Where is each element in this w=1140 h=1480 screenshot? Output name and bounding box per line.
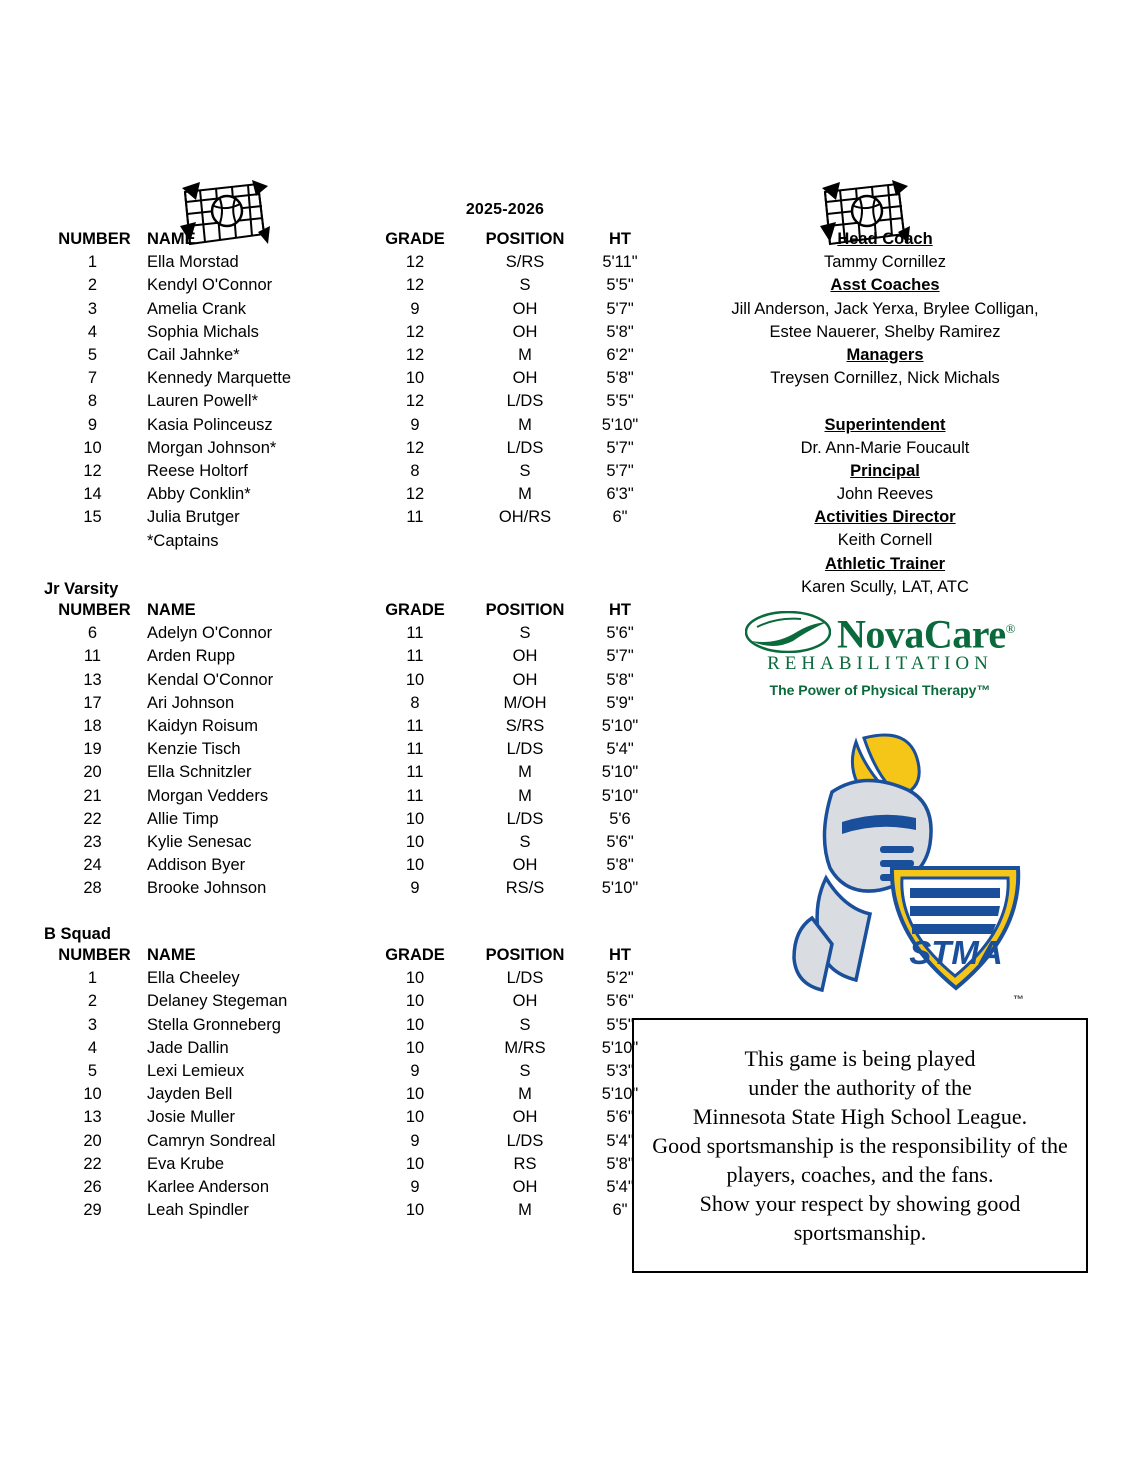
cell-name: Delaney Stegeman bbox=[147, 992, 288, 1011]
cell-name: Josie Muller bbox=[147, 1108, 236, 1127]
varsity-table bbox=[40, 228, 660, 553]
cell-number: 24 bbox=[83, 856, 102, 875]
jv-table bbox=[40, 599, 660, 901]
cell-number: 29 bbox=[83, 1201, 102, 1220]
cell-name: Kasia Polinceusz bbox=[147, 415, 273, 434]
bsquad-table bbox=[40, 944, 660, 1222]
cell-position: S bbox=[519, 462, 531, 481]
cell-grade: 9 bbox=[410, 1178, 420, 1197]
cell-position: M/OH bbox=[503, 693, 547, 712]
cell-number: 7 bbox=[87, 369, 98, 388]
registered-mark: ® bbox=[1005, 621, 1015, 636]
cell-name: Jayden Bell bbox=[147, 1085, 233, 1104]
cell-position: L/DS bbox=[506, 969, 544, 988]
page-header bbox=[0, 88, 1140, 218]
cell-position: M bbox=[518, 786, 532, 805]
table-row bbox=[40, 437, 660, 460]
spacer-cell bbox=[580, 530, 660, 553]
column-header-name: NAME bbox=[147, 230, 196, 248]
staff-people: Keith Cornell bbox=[837, 531, 933, 550]
table-row bbox=[40, 390, 660, 413]
novacare-logo bbox=[700, 608, 1060, 698]
swoosh-icon bbox=[745, 611, 831, 653]
cell-number: 14 bbox=[83, 485, 102, 504]
novacare-subtitle: REHABILITATION bbox=[767, 653, 993, 675]
cell-grade: 10 bbox=[405, 1154, 425, 1173]
table-row bbox=[40, 1106, 660, 1129]
cell-position: M bbox=[518, 485, 532, 504]
spacer-cell bbox=[40, 530, 145, 553]
cell-ht: 5'4" bbox=[606, 1178, 634, 1197]
cell-number: 28 bbox=[83, 879, 102, 898]
cell-ht: 5'2" bbox=[606, 969, 634, 988]
cell-grade: 10 bbox=[405, 1108, 425, 1127]
sportsmanship-line-3: Minnesota State High School League. bbox=[692, 1104, 1028, 1129]
cell-name: Lauren Powell* bbox=[147, 392, 258, 411]
cell-number: 22 bbox=[83, 1154, 102, 1173]
cell-ht: 5'3" bbox=[606, 1062, 634, 1081]
svg-text:STMA: STMA bbox=[909, 934, 1003, 971]
cell-position: OH bbox=[512, 647, 538, 666]
cell-position: S bbox=[519, 833, 531, 852]
cell-number: 1 bbox=[87, 253, 98, 272]
cell-number: 2 bbox=[87, 276, 98, 295]
cell-ht: 5'10" bbox=[601, 1085, 639, 1104]
cell-grade: 10 bbox=[405, 992, 425, 1011]
novacare-name: NovaCare bbox=[837, 611, 1006, 657]
staff-role-label: Asst Coaches bbox=[830, 276, 940, 295]
table-row bbox=[40, 274, 660, 297]
cell-name: Kylie Senesac bbox=[147, 833, 252, 852]
cell-ht: 5'5" bbox=[606, 276, 634, 295]
cell-ht: 5'10" bbox=[601, 415, 639, 434]
cell-name: Sophia Michals bbox=[147, 322, 259, 341]
cell-grade: 9 bbox=[410, 1062, 420, 1081]
cell-position: S/RS bbox=[505, 717, 545, 736]
cell-number: 22 bbox=[83, 809, 102, 828]
cell-number: 15 bbox=[83, 508, 102, 527]
season-title: 2025-2026 bbox=[465, 201, 545, 218]
cell-position: OH/RS bbox=[498, 508, 552, 527]
staff-people: Karen Scully, LAT, ATC bbox=[801, 577, 969, 596]
table-row bbox=[40, 506, 660, 529]
staff-people: John Reeves bbox=[836, 485, 934, 504]
cell-grade: 8 bbox=[410, 693, 420, 712]
cell-grade: 11 bbox=[406, 508, 424, 527]
table-row bbox=[40, 854, 660, 877]
table-row bbox=[40, 785, 660, 808]
cell-grade: 12 bbox=[405, 485, 425, 504]
bsquad-roster bbox=[40, 925, 660, 1222]
cell-name: Amelia Crank bbox=[147, 299, 247, 318]
cell-position: OH bbox=[512, 299, 538, 318]
cell-ht: 5'6" bbox=[606, 833, 634, 852]
cell-ht: 6" bbox=[612, 1201, 628, 1220]
sportsmanship-line-4: Good sportsmanship is the responsibility of the bbox=[652, 1133, 1068, 1158]
table-row bbox=[40, 990, 660, 1013]
column-header-grade: GRADE bbox=[385, 601, 445, 619]
table-row bbox=[40, 967, 660, 990]
cell-number: 20 bbox=[83, 763, 102, 782]
sportsmanship-notice bbox=[632, 1018, 1088, 1273]
cell-position: OH bbox=[512, 369, 538, 388]
cell-grade: 10 bbox=[405, 369, 425, 388]
cell-number: 3 bbox=[87, 1015, 98, 1034]
cell-position: S bbox=[519, 1015, 531, 1034]
cell-name: Lexi Lemieux bbox=[147, 1062, 245, 1081]
table-row bbox=[40, 1060, 660, 1083]
cell-position: L/DS bbox=[506, 392, 544, 411]
varsity-roster bbox=[40, 228, 660, 553]
table-row bbox=[40, 1130, 660, 1153]
column-header-number: NUMBER bbox=[58, 230, 131, 248]
table-row bbox=[40, 645, 660, 668]
cell-name: Kendal O'Connor bbox=[147, 670, 274, 689]
cell-ht: 5'8" bbox=[606, 322, 634, 341]
cell-position: L/DS bbox=[506, 438, 544, 457]
cell-name: Arden Rupp bbox=[147, 647, 236, 666]
cell-ht: 6" bbox=[612, 508, 628, 527]
table-row bbox=[40, 298, 660, 321]
cell-number: 10 bbox=[83, 1085, 102, 1104]
cell-position: RS/S bbox=[505, 879, 545, 898]
column-header-number: NUMBER bbox=[58, 601, 131, 619]
column-header-grade: GRADE bbox=[385, 946, 445, 964]
cell-name: Adelyn O'Connor bbox=[147, 624, 273, 643]
cell-ht: 5'5" bbox=[606, 1015, 634, 1034]
cell-grade: 9 bbox=[410, 879, 420, 898]
cell-grade: 10 bbox=[405, 833, 425, 852]
novacare-tagline: The Power of Physical Therapy™ bbox=[769, 682, 991, 699]
cell-position: M bbox=[518, 1201, 532, 1220]
cell-position: M bbox=[518, 763, 532, 782]
cell-number: 5 bbox=[87, 1062, 98, 1081]
sportsmanship-line-1: This game is being played bbox=[744, 1046, 976, 1071]
cell-position: S bbox=[519, 1062, 531, 1081]
cell-name: Ella Schnitzler bbox=[147, 763, 252, 782]
cell-grade: 11 bbox=[406, 717, 424, 736]
table-row bbox=[40, 483, 660, 506]
staff-people: Estee Nauerer, Shelby Ramirez bbox=[769, 322, 1001, 341]
cell-grade: 11 bbox=[406, 740, 424, 759]
cell-name: Morgan Johnson* bbox=[147, 438, 277, 457]
trademark-mark: ™ bbox=[1013, 994, 1024, 1006]
cell-name: Leah Spindler bbox=[147, 1201, 249, 1220]
cell-ht: 5'7" bbox=[606, 647, 634, 666]
cell-name: Julia Brutger bbox=[147, 508, 240, 527]
cell-grade: 9 bbox=[410, 415, 420, 434]
cell-ht: 5'4" bbox=[606, 1131, 634, 1150]
cell-ht: 5'8" bbox=[606, 670, 634, 689]
cell-name: Karlee Anderson bbox=[147, 1178, 270, 1197]
cell-position: OH bbox=[512, 1178, 538, 1197]
cell-number: 12 bbox=[83, 462, 102, 481]
table-row bbox=[40, 251, 660, 274]
cell-ht: 5'8" bbox=[606, 856, 634, 875]
cell-name: Allie Timp bbox=[147, 809, 219, 828]
cell-name: Abby Conklin* bbox=[147, 485, 251, 504]
cell-number: 4 bbox=[87, 322, 98, 341]
cell-number: 1 bbox=[87, 969, 98, 988]
cell-grade: 12 bbox=[405, 276, 425, 295]
table-header-row bbox=[40, 228, 660, 251]
cell-ht: 5'10" bbox=[601, 717, 639, 736]
cell-position: OH bbox=[512, 992, 538, 1011]
staff-role-label: Managers bbox=[846, 345, 924, 364]
table-row bbox=[40, 715, 660, 738]
cell-position: L/DS bbox=[506, 809, 544, 828]
cell-number: 17 bbox=[83, 693, 102, 712]
column-header-number: NUMBER bbox=[58, 946, 131, 964]
table-row bbox=[40, 367, 660, 390]
cell-number: 4 bbox=[87, 1038, 98, 1057]
cell-name: Eva Krube bbox=[147, 1154, 225, 1173]
cell-grade: 10 bbox=[405, 969, 425, 988]
cell-name: Kenzie Tisch bbox=[147, 740, 241, 759]
sportsmanship-line-5: players, coaches, and the fans. bbox=[726, 1162, 994, 1187]
column-header-position: POSITION bbox=[485, 946, 565, 964]
cell-number: 11 bbox=[83, 647, 102, 666]
spacer-cell bbox=[470, 530, 580, 553]
staff-role-label: Athletic Trainer bbox=[824, 554, 946, 573]
cell-position: OH bbox=[512, 856, 538, 875]
cell-ht: 5'10" bbox=[601, 1038, 639, 1057]
cell-grade: 9 bbox=[410, 1131, 420, 1150]
cell-grade: 10 bbox=[405, 856, 425, 875]
staff-people: Tammy Cornillez bbox=[824, 253, 946, 272]
cell-ht: 5'7" bbox=[606, 438, 634, 457]
cell-number: 6 bbox=[87, 624, 98, 643]
spacer-cell bbox=[360, 530, 470, 553]
staff-people: Treysen Cornillez, Nick Michals bbox=[770, 369, 1000, 388]
table-row bbox=[40, 1014, 660, 1037]
cell-grade: 12 bbox=[405, 438, 425, 457]
cell-number: 13 bbox=[83, 1108, 102, 1127]
table-row bbox=[40, 692, 660, 715]
cell-ht: 5'6 bbox=[609, 809, 631, 828]
cell-ht: 5'7" bbox=[606, 462, 634, 481]
table-row bbox=[40, 831, 660, 854]
cell-name: Ella Morstad bbox=[147, 253, 239, 272]
sportsmanship-line-2: under the authority of the bbox=[748, 1075, 972, 1100]
cell-name: Kennedy Marquette bbox=[147, 369, 292, 388]
cell-grade: 11 bbox=[406, 624, 424, 643]
column-header-name: NAME bbox=[147, 946, 196, 964]
cell-ht: 5'4" bbox=[606, 740, 634, 759]
column-header-name: NAME bbox=[147, 601, 196, 619]
cell-name: Jade Dallin bbox=[147, 1038, 229, 1057]
cell-name: Kendyl O'Connor bbox=[147, 276, 273, 295]
cell-ht: 5'10" bbox=[601, 786, 639, 805]
cell-number: 2 bbox=[87, 992, 98, 1011]
cell-number: 9 bbox=[87, 415, 98, 434]
cell-grade: 11 bbox=[406, 763, 424, 782]
cell-number: 20 bbox=[83, 1131, 102, 1150]
cell-grade: 10 bbox=[405, 1201, 425, 1220]
cell-name: Kaidyn Roisum bbox=[147, 717, 258, 736]
cell-grade: 11 bbox=[406, 647, 424, 666]
cell-position: OH bbox=[512, 670, 538, 689]
cell-position: M bbox=[518, 415, 532, 434]
cell-position: S bbox=[519, 276, 531, 295]
cell-number: 23 bbox=[83, 833, 102, 852]
column-header-position: POSITION bbox=[485, 601, 565, 619]
cell-grade: 10 bbox=[405, 1015, 425, 1034]
cell-position: RS bbox=[513, 1154, 537, 1173]
cell-name: Camryn Sondreal bbox=[147, 1131, 276, 1150]
column-header-ht: HT bbox=[609, 601, 631, 619]
cell-ht: 6'3" bbox=[606, 485, 634, 504]
staff-people: Dr. Ann-Marie Foucault bbox=[800, 438, 970, 457]
cell-grade: 9 bbox=[410, 299, 420, 318]
cell-position: L/DS bbox=[506, 1131, 544, 1150]
cell-ht: 5'10" bbox=[601, 879, 639, 898]
cell-name: Ari Johnson bbox=[147, 693, 235, 712]
table-row bbox=[40, 761, 660, 784]
table-header-row bbox=[40, 599, 660, 622]
cell-name: Stella Gronneberg bbox=[147, 1015, 281, 1034]
table-row bbox=[40, 1037, 660, 1060]
cell-ht: 5'7" bbox=[606, 299, 634, 318]
bsquad-label: B Squad bbox=[44, 925, 111, 943]
cell-position: L/DS bbox=[506, 740, 544, 759]
cell-grade: 10 bbox=[405, 1085, 425, 1104]
cell-number: 18 bbox=[83, 717, 102, 736]
cell-name: Cail Jahnke* bbox=[147, 346, 240, 365]
cell-position: S/RS bbox=[505, 253, 545, 272]
jv-roster bbox=[40, 580, 660, 901]
cell-grade: 10 bbox=[405, 670, 425, 689]
table-row bbox=[40, 1199, 660, 1222]
table-header-row bbox=[40, 944, 660, 967]
cell-grade: 11 bbox=[406, 786, 424, 805]
cell-grade: 12 bbox=[405, 322, 425, 341]
cell-name: Reese Holtorf bbox=[147, 462, 248, 481]
sportsmanship-line-6: Show your respect by showing good bbox=[699, 1191, 1021, 1216]
column-header-position: POSITION bbox=[485, 230, 565, 248]
sportsmanship-line-7: sportsmanship. bbox=[793, 1220, 927, 1245]
staff-role-label: Activities Director bbox=[814, 508, 956, 527]
jv-squad-label: Jr Varsity bbox=[44, 580, 119, 598]
staff-role-label: Head Coach bbox=[837, 230, 933, 248]
cell-number: 19 bbox=[83, 740, 102, 759]
staff-role-label: Superintendent bbox=[824, 415, 946, 434]
table-row bbox=[40, 669, 660, 692]
cell-position: OH bbox=[512, 1108, 538, 1127]
cell-ht: 6'2" bbox=[606, 346, 634, 365]
cell-grade: 10 bbox=[405, 1038, 425, 1057]
stma-knight-logo bbox=[760, 718, 1040, 1008]
cell-position: S bbox=[519, 624, 531, 643]
cell-position: M bbox=[518, 346, 532, 365]
cell-grade: 12 bbox=[405, 392, 425, 411]
cell-ht: 5'9" bbox=[606, 693, 634, 712]
staff-spacer bbox=[660, 390, 1110, 413]
cell-number: 5 bbox=[87, 346, 98, 365]
cell-ht: 5'6" bbox=[606, 1108, 634, 1127]
table-row bbox=[40, 414, 660, 437]
cell-name: Addison Byer bbox=[147, 856, 246, 875]
table-row bbox=[40, 344, 660, 367]
cell-number: 13 bbox=[83, 670, 102, 689]
cell-number: 21 bbox=[83, 786, 102, 805]
table-row bbox=[40, 460, 660, 483]
table-row bbox=[40, 1176, 660, 1199]
cell-ht: 5'8" bbox=[606, 369, 634, 388]
table-row bbox=[40, 877, 660, 900]
novacare-wordmark bbox=[837, 608, 1015, 655]
table-row bbox=[40, 622, 660, 645]
staff-directory bbox=[660, 228, 1110, 599]
cell-name: Morgan Vedders bbox=[147, 786, 269, 805]
table-row bbox=[40, 738, 660, 761]
cell-grade: 12 bbox=[405, 253, 425, 272]
cell-ht: 5'6" bbox=[606, 624, 634, 643]
cell-ht: 5'6" bbox=[606, 992, 634, 1011]
column-header-grade: GRADE bbox=[385, 230, 445, 248]
captains-note: *Captains bbox=[147, 531, 219, 550]
cell-grade: 10 bbox=[405, 809, 425, 828]
cell-position: OH bbox=[512, 322, 538, 341]
column-header-ht: HT bbox=[609, 946, 631, 964]
staff-people: Jill Anderson, Jack Yerxa, Brylee Colligan, bbox=[731, 299, 1039, 318]
table-row bbox=[40, 808, 660, 831]
cell-position: M bbox=[518, 1085, 532, 1104]
cell-grade: 12 bbox=[405, 346, 425, 365]
cell-number: 3 bbox=[87, 299, 98, 318]
cell-name: Brooke Johnson bbox=[147, 879, 267, 898]
cell-ht: 5'10" bbox=[601, 763, 639, 782]
cell-ht: 5'8" bbox=[606, 1154, 634, 1173]
cell-position: M/RS bbox=[504, 1038, 546, 1057]
cell-number: 10 bbox=[83, 438, 102, 457]
table-row bbox=[40, 321, 660, 344]
staff-role-label: Principal bbox=[850, 461, 920, 480]
cell-ht: 5'5" bbox=[606, 392, 634, 411]
table-row bbox=[40, 1153, 660, 1176]
column-header-ht: HT bbox=[609, 230, 631, 248]
cell-number: 26 bbox=[83, 1178, 102, 1197]
cell-name: Ella Cheeley bbox=[147, 969, 240, 988]
table-row bbox=[40, 1083, 660, 1106]
captains-note-row bbox=[40, 530, 660, 553]
cell-number: 8 bbox=[87, 392, 98, 411]
cell-ht: 5'11" bbox=[602, 253, 638, 272]
cell-grade: 8 bbox=[410, 462, 420, 481]
